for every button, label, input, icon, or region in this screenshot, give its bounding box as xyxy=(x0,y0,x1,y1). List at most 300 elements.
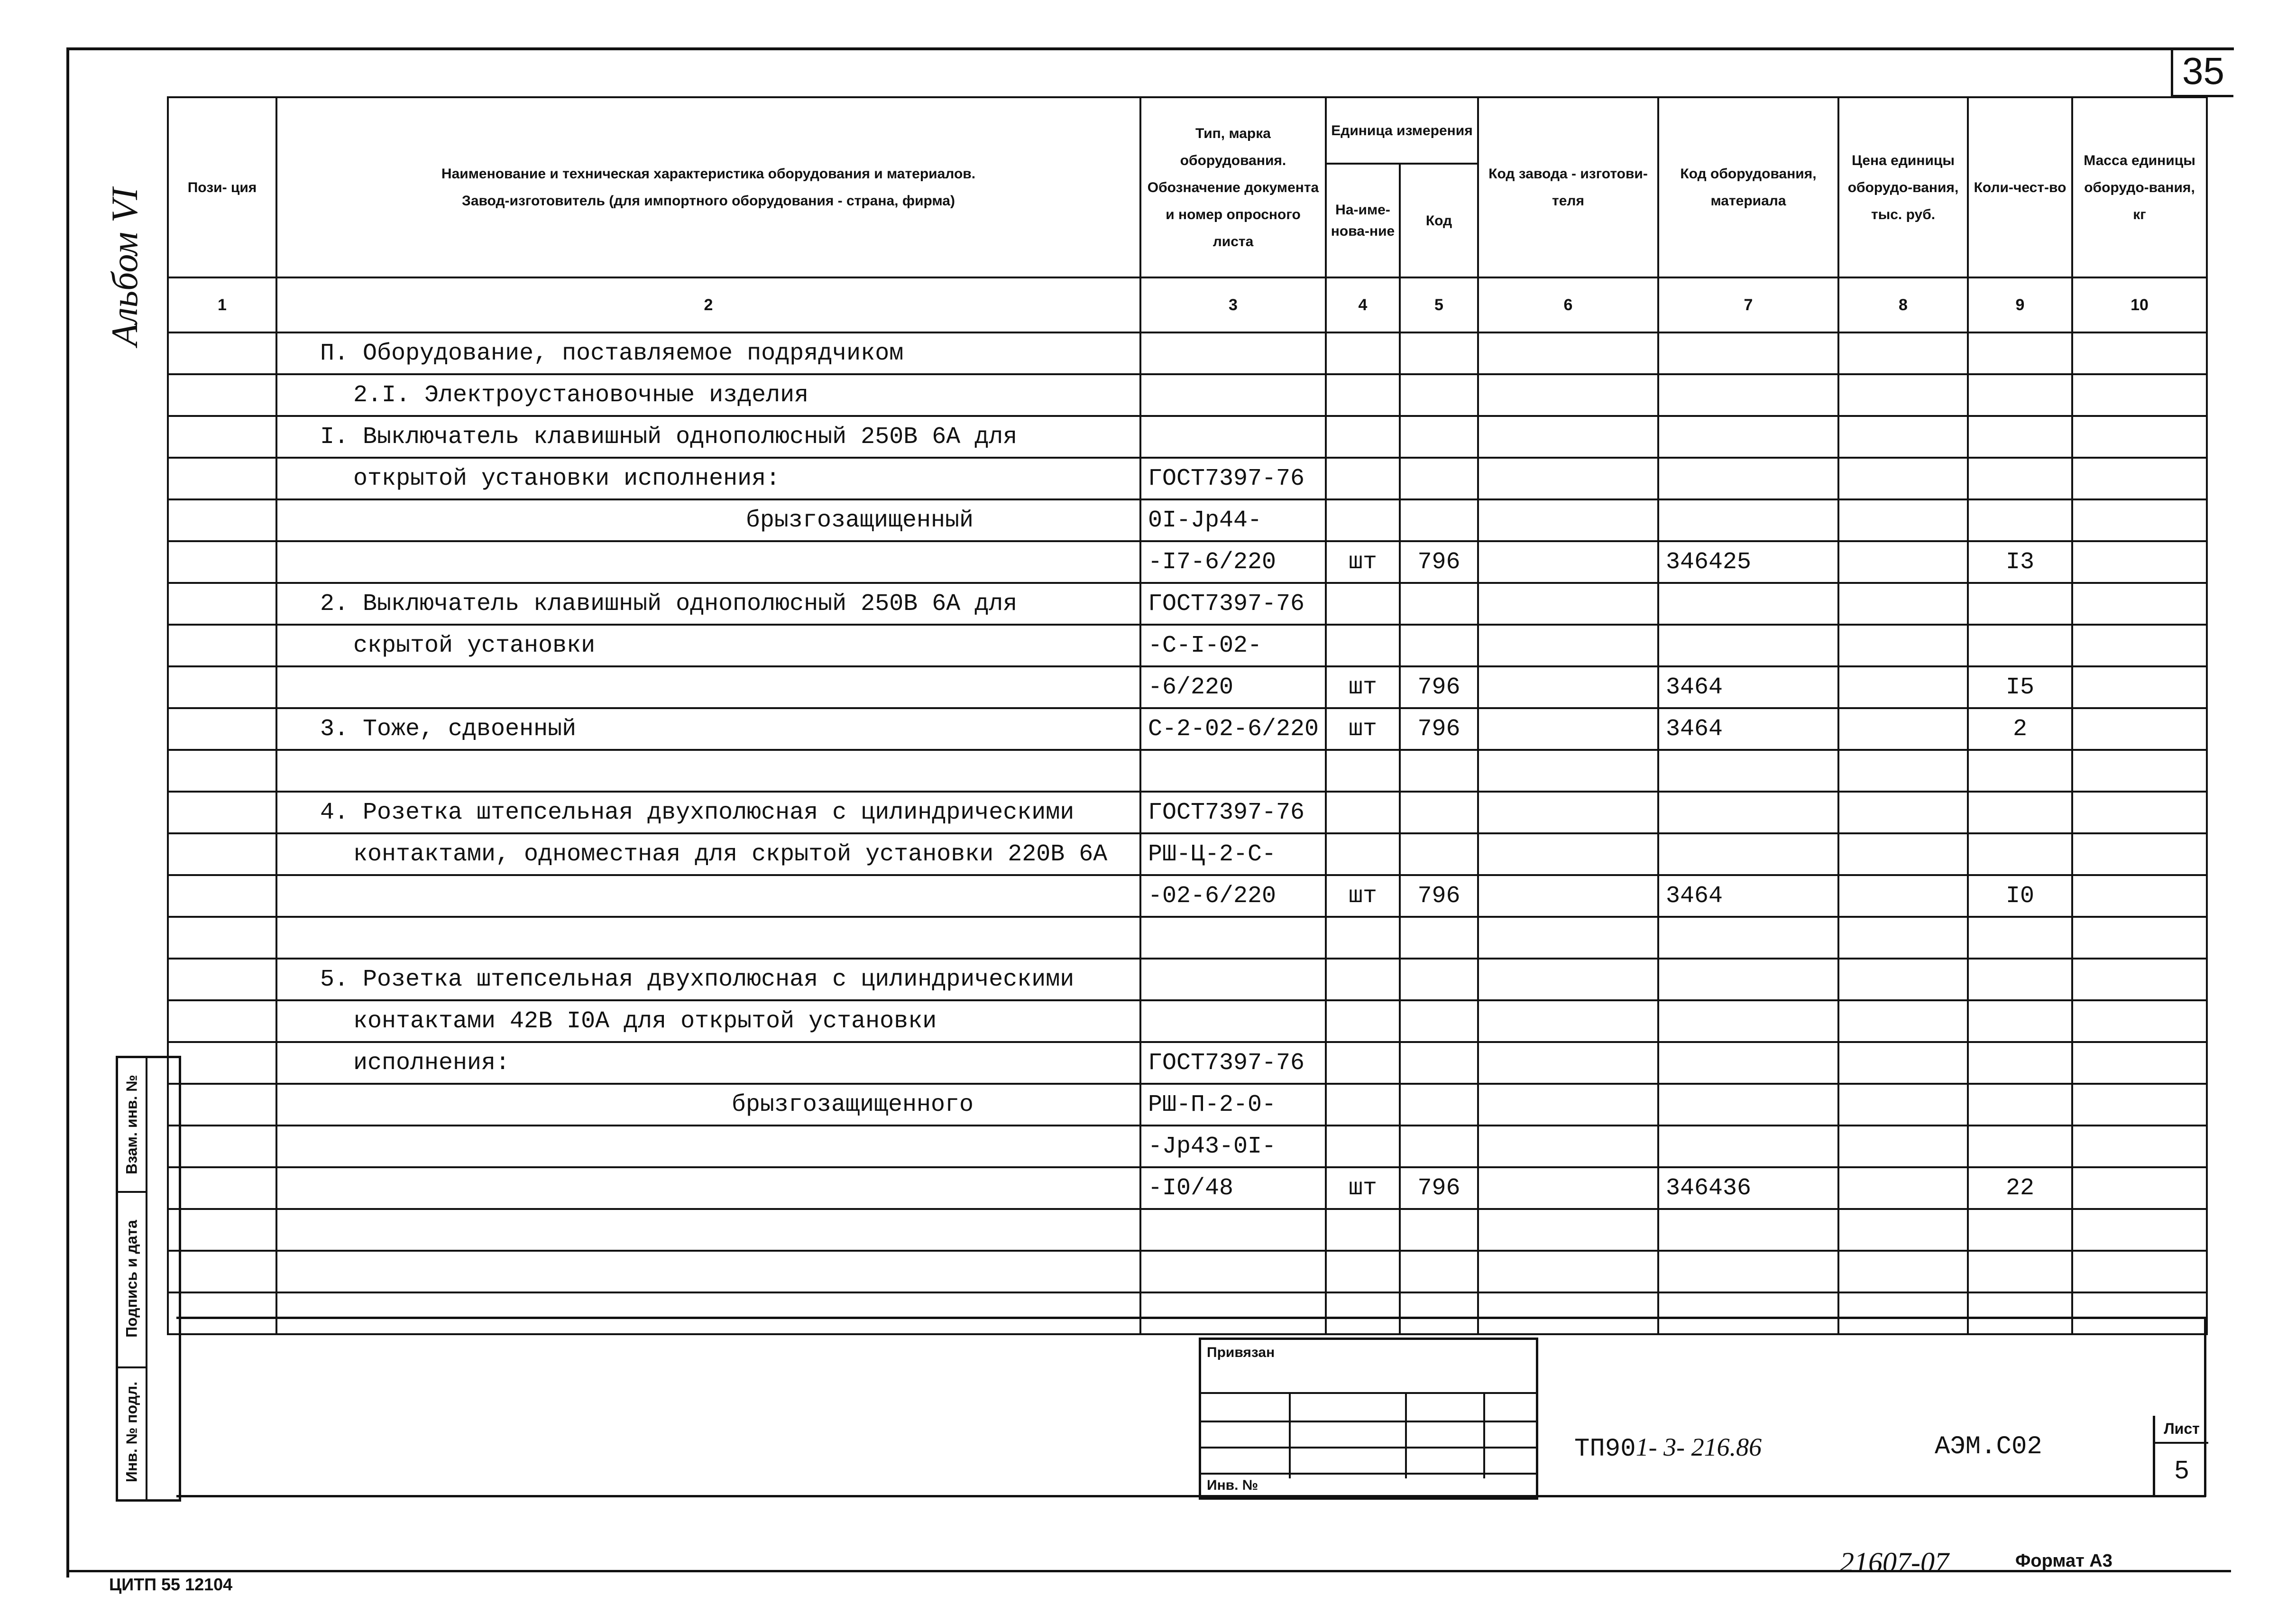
cell-type xyxy=(1140,1251,1326,1292)
cell-price xyxy=(1838,541,1968,583)
cell-plant-code xyxy=(1478,1251,1658,1292)
cell-price xyxy=(1838,666,1968,708)
cell-mass xyxy=(2072,750,2207,792)
cell-mass xyxy=(2072,917,2207,959)
table-row xyxy=(168,583,2207,625)
cell-type xyxy=(1140,416,1326,458)
table-row xyxy=(168,416,2207,458)
cell-unit-code xyxy=(1400,959,1478,1000)
footer-organization: ЦИТП 55 12104 xyxy=(109,1575,233,1594)
cell-type: 0I-Jp44- xyxy=(1140,499,1326,541)
cell-plant-code xyxy=(1478,959,1658,1000)
cell-type: ГОСТ7397-76 xyxy=(1140,583,1326,625)
column-number: 1 xyxy=(168,277,276,332)
cell-quantity xyxy=(1968,374,2072,416)
cell-position xyxy=(168,583,276,625)
stamp-divider xyxy=(1289,1392,1291,1478)
cell-mass xyxy=(2072,708,2207,750)
cell-equipment-code xyxy=(1658,833,1838,875)
cell-price xyxy=(1838,583,1968,625)
table-row xyxy=(168,1251,2207,1292)
sheet-label: Лист xyxy=(2155,1416,2208,1444)
column-number: 6 xyxy=(1478,277,1658,332)
table-row xyxy=(168,750,2207,792)
cell-mass xyxy=(2072,583,2207,625)
title-block-bottom-border xyxy=(176,1495,2206,1497)
cell-equipment-code xyxy=(1658,332,1838,374)
table-row xyxy=(168,917,2207,959)
cell-position xyxy=(168,792,276,833)
cell-mass xyxy=(2072,1042,2207,1084)
cell-price xyxy=(1838,959,1968,1000)
stamp-inventory-label: Инв. № xyxy=(1207,1477,1258,1493)
cell-mass xyxy=(2072,959,2207,1000)
table-row xyxy=(168,499,2207,541)
cell-name: 4. Розетка штепсельная двухполюсная с цилиндрическими xyxy=(276,792,1140,833)
cell-equipment-code: 3464 xyxy=(1658,708,1838,750)
cell-unit xyxy=(1326,332,1400,374)
cell-mass xyxy=(2072,666,2207,708)
cell-equipment-code: 346425 xyxy=(1658,541,1838,583)
cell-plant-code xyxy=(1478,1000,1658,1042)
cell-price xyxy=(1838,499,1968,541)
cell-unit xyxy=(1326,1292,1400,1334)
album-label: Альбом VI xyxy=(104,187,145,346)
cell-unit xyxy=(1326,1251,1400,1292)
cell-mass xyxy=(2072,875,2207,917)
cell-name xyxy=(276,875,1140,917)
table-row xyxy=(168,1084,2207,1126)
document-designation xyxy=(1574,1432,1762,1464)
table-row xyxy=(168,332,2207,374)
cell-mass xyxy=(2072,1167,2207,1209)
cell-price xyxy=(1838,1292,1968,1334)
cell-plant-code xyxy=(1478,708,1658,750)
table-row xyxy=(168,833,2207,875)
cell-quantity xyxy=(1968,750,2072,792)
cell-price xyxy=(1838,416,1968,458)
stamp-divider xyxy=(1405,1392,1407,1478)
cell-price xyxy=(1838,708,1968,750)
left-stamp-cell xyxy=(118,1366,146,1497)
header-plant-code: Код завода - изготови-теля xyxy=(1478,97,1658,277)
cell-type: РШ-Ц-2-С- xyxy=(1140,833,1326,875)
footer-code: 21607-07 xyxy=(1840,1547,1949,1578)
cell-type xyxy=(1140,1209,1326,1251)
cell-name xyxy=(276,1167,1140,1209)
cell-price xyxy=(1838,1209,1968,1251)
cell-unit-code xyxy=(1400,1251,1478,1292)
table-row xyxy=(168,625,2207,666)
cell-unit-code xyxy=(1400,1126,1478,1167)
cell-price xyxy=(1838,1167,1968,1209)
document-designation-prefix: ТП90 xyxy=(1574,1435,1636,1464)
cell-unit: шт xyxy=(1326,666,1400,708)
cell-plant-code xyxy=(1478,458,1658,499)
cell-name xyxy=(276,750,1140,792)
cell-type xyxy=(1140,1292,1326,1334)
cell-unit xyxy=(1326,1126,1400,1167)
cell-quantity xyxy=(1968,583,2072,625)
column-number: 4 xyxy=(1326,277,1400,332)
cell-equipment-code xyxy=(1658,1209,1838,1251)
cell-type: С-2-02-6/220 xyxy=(1140,708,1326,750)
cell-unit-code xyxy=(1400,792,1478,833)
header-unit-name: На-име-нова-ние xyxy=(1326,164,1400,277)
cell-unit xyxy=(1326,959,1400,1000)
cell-unit xyxy=(1326,1042,1400,1084)
cell-quantity xyxy=(1968,1251,2072,1292)
left-stamp-label: Взам. инв. № xyxy=(123,1075,140,1174)
cell-mass xyxy=(2072,416,2207,458)
document-code: АЭМ.С02 xyxy=(1935,1432,2042,1461)
cell-unit: шт xyxy=(1326,1167,1400,1209)
cell-unit-code xyxy=(1400,458,1478,499)
cell-plant-code xyxy=(1478,583,1658,625)
cell-unit: шт xyxy=(1326,708,1400,750)
cell-position xyxy=(168,666,276,708)
cell-type: РШ-П-2-0- xyxy=(1140,1084,1326,1126)
header-mass: Масса единицы оборудо-вания, кг xyxy=(2072,97,2207,277)
cell-position xyxy=(168,875,276,917)
binding-stamp xyxy=(1199,1338,1538,1500)
cell-name xyxy=(276,917,1140,959)
cell-unit xyxy=(1326,1000,1400,1042)
cell-name: I. Выключатель клавишный однополюсный 250В 6А для xyxy=(276,416,1140,458)
table-row xyxy=(168,1126,2207,1167)
column-number: 5 xyxy=(1400,277,1478,332)
cell-unit-code xyxy=(1400,917,1478,959)
cell-mass xyxy=(2072,458,2207,499)
cell-unit-code xyxy=(1400,374,1478,416)
table-row xyxy=(168,374,2207,416)
cell-type: ГОСТ7397-76 xyxy=(1140,792,1326,833)
table-row xyxy=(168,458,2207,499)
header-name xyxy=(276,97,1140,277)
cell-price xyxy=(1838,833,1968,875)
cell-name: контактами, одноместная для скрытой установки 220В 6А xyxy=(276,833,1140,875)
cell-type: -Jp43-0I- xyxy=(1140,1126,1326,1167)
cell-quantity xyxy=(1968,1209,2072,1251)
cell-plant-code xyxy=(1478,1042,1658,1084)
header-equipment-code: Код оборудования, материала xyxy=(1658,97,1838,277)
cell-plant-code xyxy=(1478,1084,1658,1126)
cell-unit-code xyxy=(1400,583,1478,625)
cell-plant-code xyxy=(1478,374,1658,416)
header-price: Цена единицы оборудо-вания, тыс. руб. xyxy=(1838,97,1968,277)
cell-mass xyxy=(2072,792,2207,833)
cell-equipment-code: 346436 xyxy=(1658,1167,1838,1209)
cell-position xyxy=(168,1042,276,1084)
header-name-line1: Наименование и техническая характеристика оборудования и материалов. xyxy=(441,166,976,182)
cell-type: -6/220 xyxy=(1140,666,1326,708)
cell-quantity xyxy=(1968,332,2072,374)
cell-quantity xyxy=(1968,1292,2072,1334)
cell-mass xyxy=(2072,1251,2207,1292)
table-row xyxy=(168,1167,2207,1209)
cell-type xyxy=(1140,374,1326,416)
cell-unit-code xyxy=(1400,416,1478,458)
cell-equipment-code xyxy=(1658,416,1838,458)
table-row xyxy=(168,666,2207,708)
cell-plant-code xyxy=(1478,416,1658,458)
cell-position xyxy=(168,1000,276,1042)
cell-quantity xyxy=(1968,625,2072,666)
cell-name: 2.I. Электроустановочные изделия xyxy=(276,374,1140,416)
cell-type: -I0/48 xyxy=(1140,1167,1326,1209)
cell-unit-code xyxy=(1400,625,1478,666)
cell-plant-code xyxy=(1478,1126,1658,1167)
cell-price xyxy=(1838,1251,1968,1292)
cell-position xyxy=(168,416,276,458)
sheet-corner-number: 35 xyxy=(2171,47,2233,97)
cell-unit-code xyxy=(1400,1042,1478,1084)
cell-unit xyxy=(1326,499,1400,541)
cell-price xyxy=(1838,917,1968,959)
cell-position xyxy=(168,332,276,374)
cell-plant-code xyxy=(1478,1167,1658,1209)
paper-format: Формат А3 xyxy=(2015,1551,2112,1571)
cell-name: брызгозащищенного xyxy=(276,1084,1140,1126)
cell-name: П. Оборудование, поставляемое подрядчиком xyxy=(276,332,1140,374)
table-row xyxy=(168,708,2207,750)
cell-position xyxy=(168,1167,276,1209)
cell-name: 3. Тоже, сдвоенный xyxy=(276,708,1140,750)
left-stamp-label: Инв. № подл. xyxy=(123,1381,140,1483)
left-stamp-cell xyxy=(118,1191,146,1368)
cell-plant-code xyxy=(1478,1292,1658,1334)
cell-equipment-code xyxy=(1658,458,1838,499)
cell-price xyxy=(1838,875,1968,917)
cell-equipment-code xyxy=(1658,1000,1838,1042)
cell-unit-code xyxy=(1400,1000,1478,1042)
cell-quantity xyxy=(1968,1126,2072,1167)
cell-price xyxy=(1838,332,1968,374)
cell-unit xyxy=(1326,1209,1400,1251)
cell-position xyxy=(168,1126,276,1167)
cell-unit-code xyxy=(1400,1084,1478,1126)
cell-unit-code xyxy=(1400,1292,1478,1334)
cell-position xyxy=(168,1209,276,1251)
cell-name: скрытой установки xyxy=(276,625,1140,666)
cell-type xyxy=(1140,959,1326,1000)
cell-mass xyxy=(2072,625,2207,666)
cell-equipment-code xyxy=(1658,1126,1838,1167)
cell-position xyxy=(168,1292,276,1334)
table-bottom-border xyxy=(176,1317,2206,1319)
cell-quantity: I5 xyxy=(1968,666,2072,708)
cell-unit-code xyxy=(1400,833,1478,875)
cell-unit xyxy=(1326,792,1400,833)
cell-quantity xyxy=(1968,499,2072,541)
cell-unit-code: 796 xyxy=(1400,1167,1478,1209)
cell-mass xyxy=(2072,332,2207,374)
table-row xyxy=(168,875,2207,917)
cell-name: контактами 42В I0А для открытой установки xyxy=(276,1000,1140,1042)
cell-position xyxy=(168,708,276,750)
cell-equipment-code xyxy=(1658,1084,1838,1126)
cell-type: -С-I-02- xyxy=(1140,625,1326,666)
cell-name xyxy=(276,1292,1140,1334)
cell-position xyxy=(168,1251,276,1292)
cell-plant-code xyxy=(1478,666,1658,708)
cell-price xyxy=(1838,625,1968,666)
cell-unit xyxy=(1326,917,1400,959)
table-row xyxy=(168,959,2207,1000)
cell-quantity xyxy=(1968,1042,2072,1084)
table-row xyxy=(168,1209,2207,1251)
header-unit-code: Код xyxy=(1400,164,1478,277)
cell-quantity: I3 xyxy=(1968,541,2072,583)
cell-mass xyxy=(2072,1000,2207,1042)
stamp-line xyxy=(1201,1392,1536,1394)
stamp-line xyxy=(1201,1421,1536,1422)
header-position: Пози- ция xyxy=(168,97,276,277)
cell-position xyxy=(168,750,276,792)
cell-type xyxy=(1140,1000,1326,1042)
cell-position xyxy=(168,917,276,959)
header-type: Тип, марка оборудования. Обозначение документа и номер опросного листа xyxy=(1140,97,1326,277)
column-number: 3 xyxy=(1140,277,1326,332)
cell-quantity xyxy=(1968,1084,2072,1126)
cell-plant-code xyxy=(1478,332,1658,374)
cell-position xyxy=(168,499,276,541)
cell-quantity xyxy=(1968,458,2072,499)
cell-equipment-code: 3464 xyxy=(1658,666,1838,708)
cell-quantity: I0 xyxy=(1968,875,2072,917)
cell-type xyxy=(1140,917,1326,959)
column-number: 9 xyxy=(1968,277,2072,332)
cell-unit-code: 796 xyxy=(1400,875,1478,917)
column-number: 2 xyxy=(276,277,1140,332)
cell-name xyxy=(276,541,1140,583)
cell-quantity xyxy=(1968,1000,2072,1042)
cell-position xyxy=(168,541,276,583)
cell-name xyxy=(276,1251,1140,1292)
cell-unit-code xyxy=(1400,750,1478,792)
cell-unit-code xyxy=(1400,332,1478,374)
cell-equipment-code xyxy=(1658,499,1838,541)
column-number: 7 xyxy=(1658,277,1838,332)
table-row xyxy=(168,1292,2207,1334)
table-row xyxy=(168,1000,2207,1042)
header-unit-group: Единица измерения xyxy=(1326,97,1478,164)
cell-plant-code xyxy=(1478,792,1658,833)
cell-quantity xyxy=(1968,959,2072,1000)
column-number: 8 xyxy=(1838,277,1968,332)
cell-unit-code: 796 xyxy=(1400,708,1478,750)
table-row xyxy=(168,1042,2207,1084)
cell-price xyxy=(1838,750,1968,792)
cell-name xyxy=(276,1209,1140,1251)
cell-equipment-code xyxy=(1658,917,1838,959)
cell-equipment-code xyxy=(1658,1292,1838,1334)
cell-equipment-code xyxy=(1658,1042,1838,1084)
left-approval-stamp xyxy=(116,1056,181,1502)
header-name-line2: Завод-изготовитель (для импортного оборудования - страна, фирма) xyxy=(462,193,955,209)
table-row xyxy=(168,792,2207,833)
cell-unit xyxy=(1326,583,1400,625)
cell-price xyxy=(1838,458,1968,499)
cell-type: -I7-6/220 xyxy=(1140,541,1326,583)
cell-mass xyxy=(2072,833,2207,875)
cell-unit xyxy=(1326,750,1400,792)
cell-mass xyxy=(2072,1292,2207,1334)
cell-mass xyxy=(2072,541,2207,583)
cell-unit-code xyxy=(1400,1209,1478,1251)
cell-name: исполнения: xyxy=(276,1042,1140,1084)
cell-price xyxy=(1838,1000,1968,1042)
cell-unit xyxy=(1326,416,1400,458)
cell-plant-code xyxy=(1478,541,1658,583)
cell-position xyxy=(168,1084,276,1126)
cell-type xyxy=(1140,750,1326,792)
cell-unit xyxy=(1326,374,1400,416)
cell-unit xyxy=(1326,458,1400,499)
cell-type xyxy=(1140,332,1326,374)
column-number: 10 xyxy=(2072,277,2207,332)
cell-name: 5. Розетка штепсельная двухполюсная с цилиндрическими xyxy=(276,959,1140,1000)
cell-mass xyxy=(2072,1209,2207,1251)
document-designation-number: 1- 3- 216.86 xyxy=(1635,1433,1762,1461)
cell-plant-code xyxy=(1478,750,1658,792)
cell-name: 2. Выключатель клавишный однополюсный 250В 6А для xyxy=(276,583,1140,625)
cell-plant-code xyxy=(1478,1209,1658,1251)
cell-unit xyxy=(1326,833,1400,875)
cell-equipment-code: 3464 xyxy=(1658,875,1838,917)
cell-unit: шт xyxy=(1326,541,1400,583)
cell-mass xyxy=(2072,1126,2207,1167)
cell-price xyxy=(1838,792,1968,833)
cell-equipment-code xyxy=(1658,1251,1838,1292)
cell-plant-code xyxy=(1478,499,1658,541)
cell-unit-code: 796 xyxy=(1400,666,1478,708)
cell-mass xyxy=(2072,499,2207,541)
cell-position xyxy=(168,833,276,875)
cell-quantity: 22 xyxy=(1968,1167,2072,1209)
table-body xyxy=(168,332,2207,1334)
stamp-divider xyxy=(1483,1392,1485,1478)
cell-position xyxy=(168,959,276,1000)
cell-price xyxy=(1838,1084,1968,1126)
cell-position xyxy=(168,625,276,666)
cell-price xyxy=(1838,374,1968,416)
cell-mass xyxy=(2072,1084,2207,1126)
sheet-number: 5 xyxy=(2174,1455,2189,1484)
sheet-number-box xyxy=(2153,1416,2208,1495)
cell-name: брызгозащищенный xyxy=(276,499,1140,541)
cell-quantity xyxy=(1968,833,2072,875)
cell-quantity xyxy=(1968,917,2072,959)
cell-unit xyxy=(1326,625,1400,666)
left-stamp-label: Подпись и дата xyxy=(123,1220,140,1338)
cell-quantity xyxy=(1968,416,2072,458)
cell-price xyxy=(1838,1042,1968,1084)
cell-name xyxy=(276,666,1140,708)
left-stamp-cell xyxy=(118,1058,146,1193)
cell-mass xyxy=(2072,374,2207,416)
cell-price xyxy=(1838,1126,1968,1167)
left-stamp-label-column xyxy=(118,1058,147,1499)
specification-table xyxy=(167,96,2208,1335)
cell-equipment-code xyxy=(1658,583,1838,625)
cell-unit xyxy=(1326,1084,1400,1126)
cell-equipment-code xyxy=(1658,959,1838,1000)
cell-type: ГОСТ7397-76 xyxy=(1140,458,1326,499)
cell-position xyxy=(168,458,276,499)
header-quantity: Коли-чест-во xyxy=(1968,97,2072,277)
cell-equipment-code xyxy=(1658,374,1838,416)
